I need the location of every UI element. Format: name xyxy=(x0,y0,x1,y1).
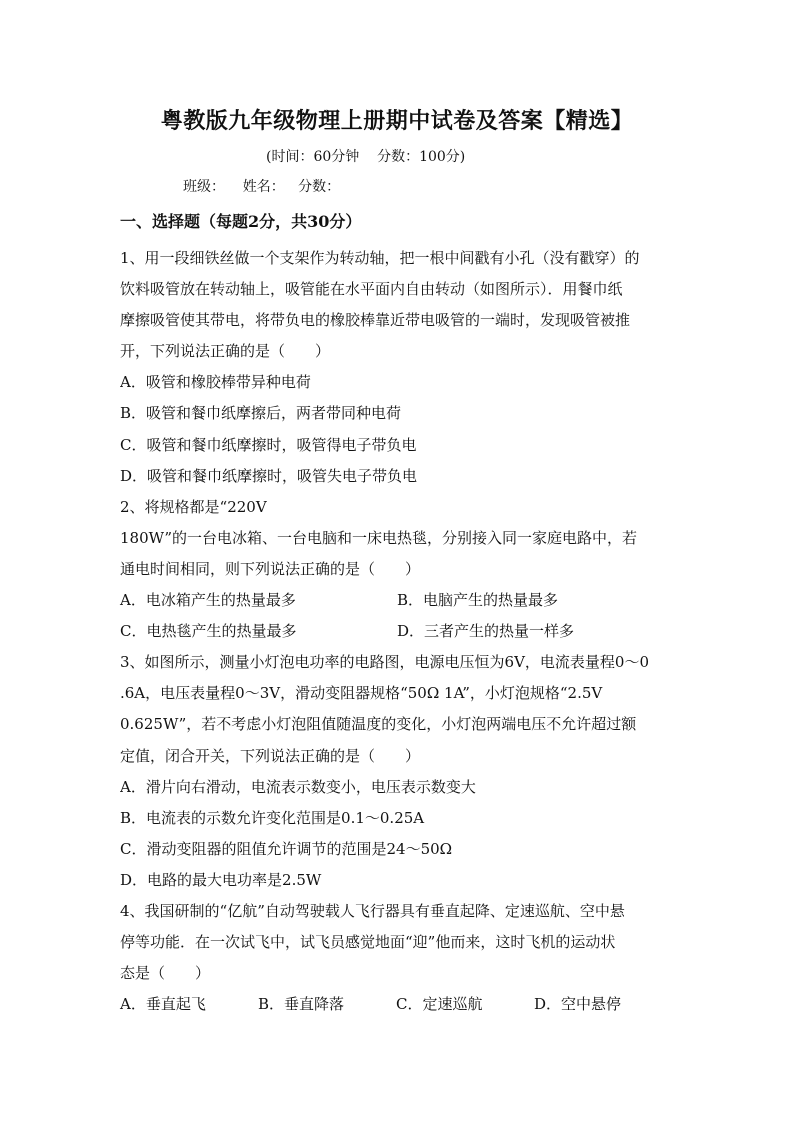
question-4-option-d: D．空中悬停 xyxy=(534,995,622,1014)
question-2-option-b: B．电脑产生的热量最多 xyxy=(397,591,559,610)
question-2-options-row xyxy=(120,585,680,616)
question-list xyxy=(120,243,680,1020)
question-2-option-c: C．电热毯产生的热量最多 xyxy=(120,622,297,641)
question-4-option-b: B．垂直降落 xyxy=(258,995,345,1014)
question-2-stem-line: 2、将规格都是“220V xyxy=(120,497,267,516)
question-4-options-row xyxy=(120,989,680,1020)
question-4-option-c: C．定速巡航 xyxy=(396,995,483,1014)
question-1-stem-line: 1、用一段细铁丝做一个支架作为转动轴，把一根中间戳有小孔（没有戳穿）的 xyxy=(120,249,640,267)
question-3-option-c: C．滑动变阻器的阻值允许调节的范围是24～50Ω xyxy=(120,839,453,858)
question-1-option-c: C．吸管和餐巾纸摩擦时，吸管得电子带负电 xyxy=(120,435,417,454)
question-3-option-d: D．电路的最大电功率是2.5W xyxy=(120,870,322,889)
section-heading-multiple-choice: 一、选择题（每题2分，共30分） xyxy=(120,212,362,231)
question-4-stem-line: 4、我国研制的“亿航”自动驾驶载人飞行器具有垂直起降、定速巡航、空中悬 xyxy=(120,901,625,920)
question-1-stem-line: 摩擦吸管使其带电，将带负电的橡胶棒靠近带电吸管的一端时，发现吸管被推 xyxy=(120,311,631,330)
question-3-stem-line: .6A，电压表量程0～3V，滑动变阻器规格“50Ω 1A”，小灯泡规格“2.5V xyxy=(120,684,603,703)
question-4-option-a: A．垂直起飞 xyxy=(120,995,206,1014)
question-1-stem-line: 饮料吸管放在转动轴上，吸管能在水平面内自由转动（如图所示）．用餐巾纸 xyxy=(120,280,623,299)
question-1 xyxy=(120,243,680,492)
exam-time-score: (时间：60分钟 分数：100分) xyxy=(266,149,466,165)
question-1-stem-line: 开，下列说法正确的是（ ） xyxy=(120,342,331,361)
question-3-stem-line: 0.625W”，若不考虑小灯泡阻值随温度的变化，小灯泡两端电压不允许超过额 xyxy=(120,715,637,734)
question-1-option-b: B．吸管和餐巾纸摩擦后，两者带同种电荷 xyxy=(120,404,402,423)
question-4-stem-line: 态是（ ） xyxy=(120,964,211,983)
question-4 xyxy=(120,896,680,1020)
question-2-option-a: A．电冰箱产生的热量最多 xyxy=(120,591,296,610)
question-3 xyxy=(120,647,680,896)
page-title: 粤教版九年级物理上册期中试卷及答案【精选】 xyxy=(160,108,634,134)
student-info-line: 班级： 姓名： 分数： xyxy=(183,179,341,195)
question-2-stem-line: 通电时间相同，则下列说法正确的是（ ） xyxy=(120,559,421,578)
question-2 xyxy=(120,492,680,647)
question-2-options-row xyxy=(120,616,680,647)
question-1-option-a: A．吸管和橡胶棒带异种电荷 xyxy=(120,373,311,392)
question-3-option-b: B．电流表的示数允许变化范围是0.1～0.25A xyxy=(120,808,425,827)
question-2-option-d: D．三者产生的热量一样多 xyxy=(397,622,575,641)
question-4-stem-line: 停等功能．在一次试飞中，试飞员感觉地面“迎”他而来，这时飞机的运动状 xyxy=(120,933,616,952)
question-3-option-a: A．滑片向右滑动，电流表示数变小，电压表示数变大 xyxy=(120,777,476,796)
question-1-option-d: D．吸管和餐巾纸摩擦时，吸管失电子带负电 xyxy=(120,466,418,485)
question-2-stem-line: 180W”的一台电冰箱、一台电脑和一床电热毯，分别接入同一家庭电路中，若 xyxy=(120,528,637,547)
question-3-stem-line: 3、如图所示，测量小灯泡电功率的电路图，电源电压恒为6V，电流表量程0～0 xyxy=(120,653,650,672)
question-3-stem-line: 定值，闭合开关，下列说法正确的是（ ） xyxy=(120,746,421,765)
